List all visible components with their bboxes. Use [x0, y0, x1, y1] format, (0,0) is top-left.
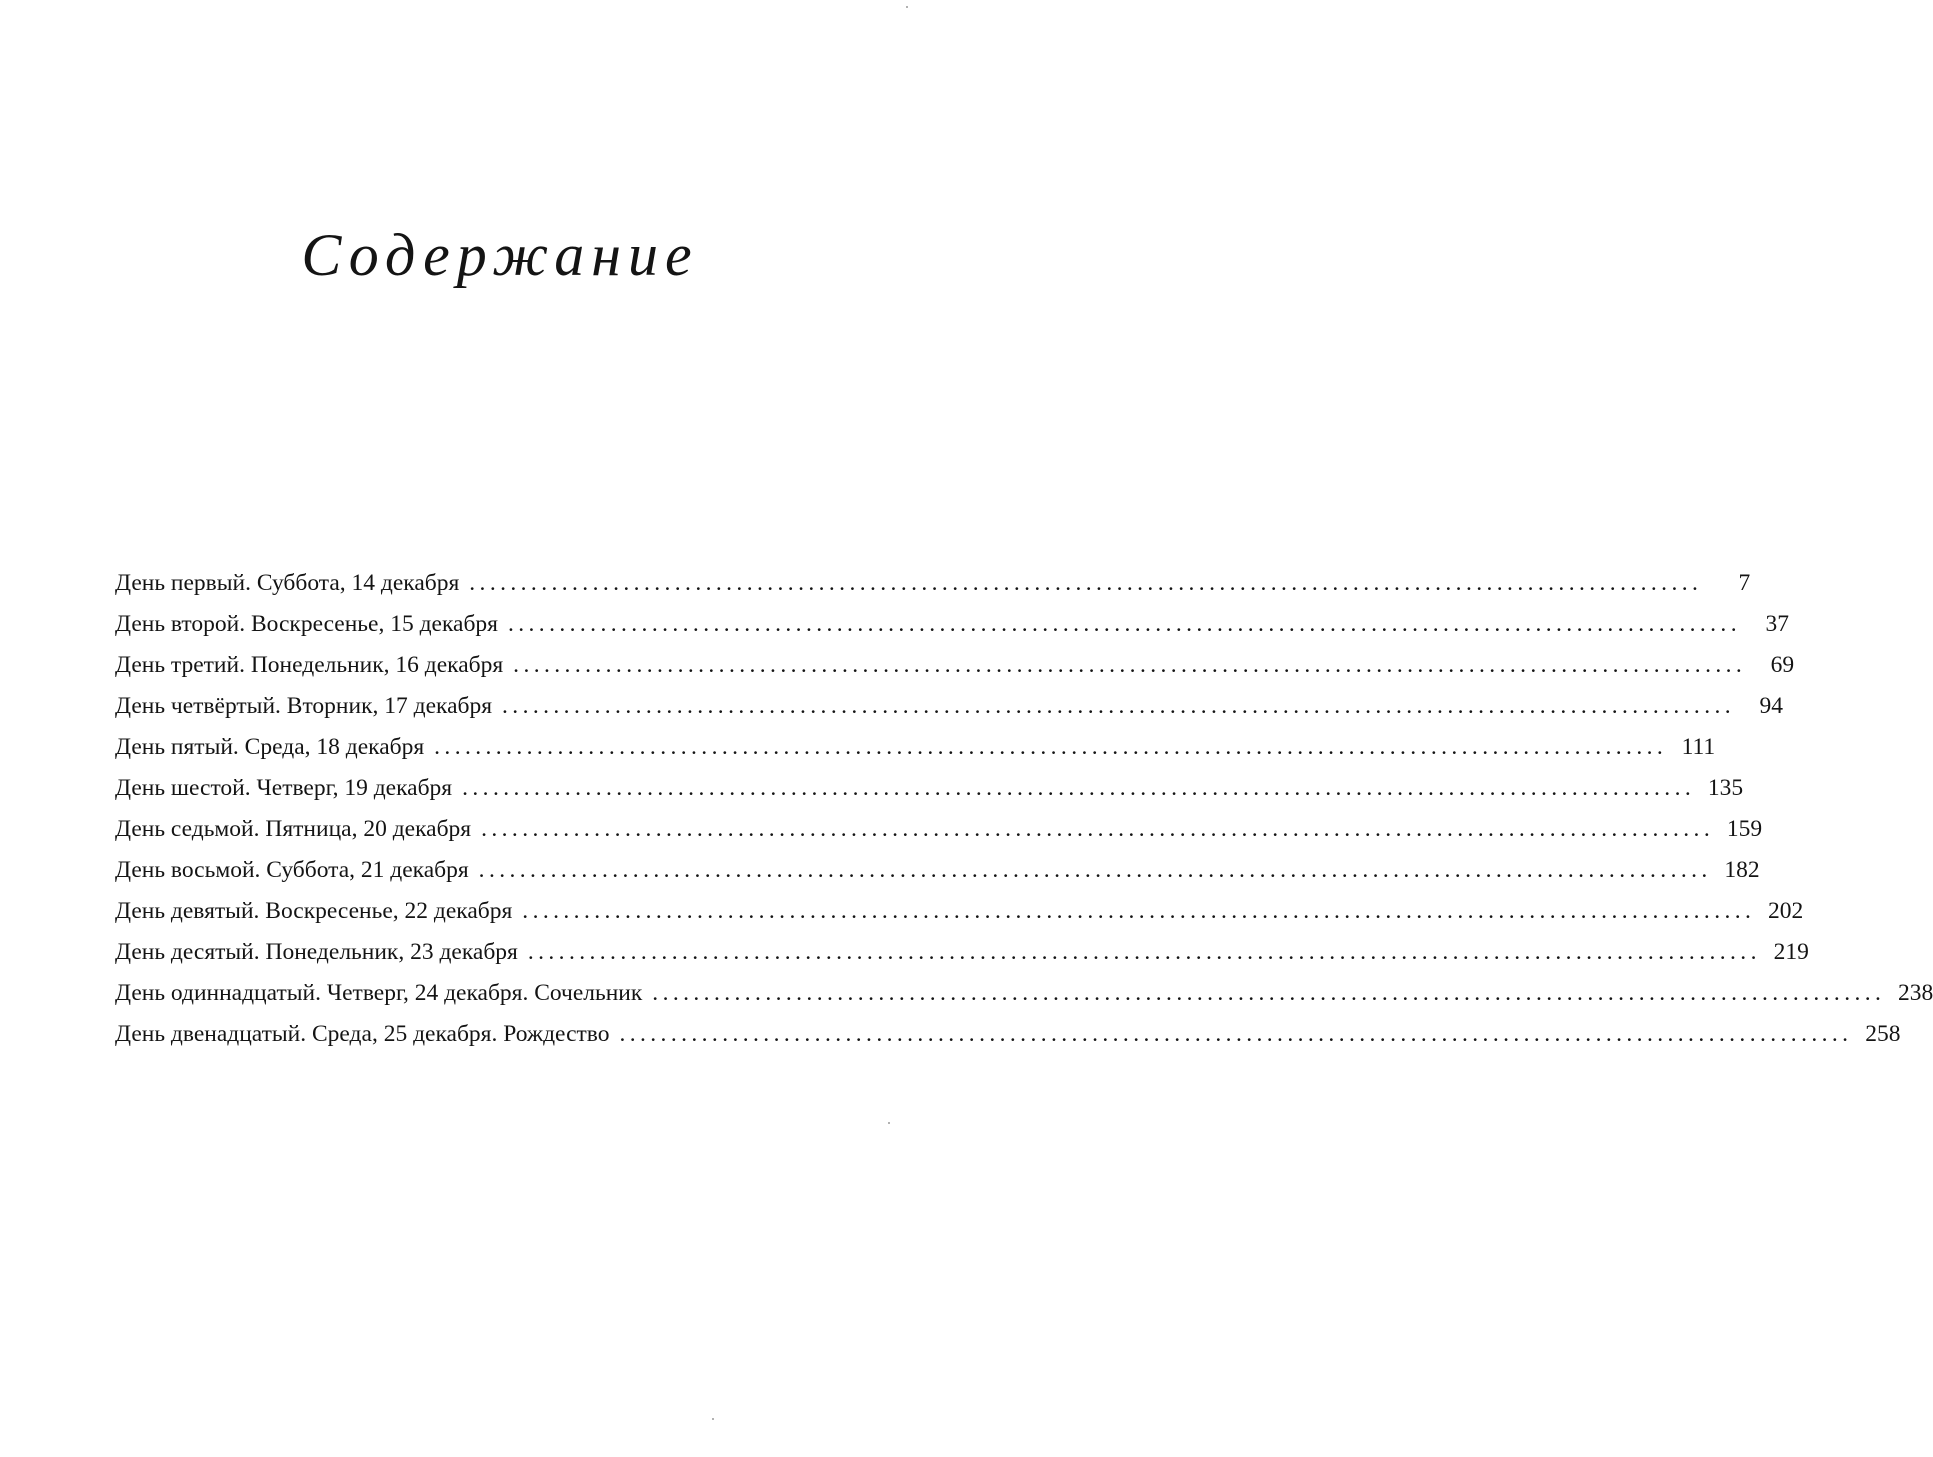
toc-entry-title: День пятый. Среда, 18 декабря	[115, 734, 425, 760]
toc-entry[interactable]	[115, 891, 1804, 932]
toc-entry[interactable]	[115, 727, 1716, 768]
toc-entry-title: День третий. Понедельник, 16 декабря	[115, 652, 504, 678]
toc-entry[interactable]	[115, 563, 1751, 604]
scan-speck	[712, 1418, 714, 1420]
dot-leader: ........................................................................................................................	[619, 1021, 1853, 1047]
dot-leader: ........................................................................................................................	[522, 898, 1756, 924]
toc-entry-title: День седьмой. Пятница, 20 декабря	[115, 816, 472, 842]
toc-entry-page: 202	[1768, 898, 1804, 924]
toc-entry-page: 238	[1898, 980, 1933, 1006]
toc-entry[interactable]	[115, 1014, 1901, 1055]
toc-entry-page: 159	[1726, 816, 1763, 842]
toc-entry-page: 7	[1738, 570, 1751, 596]
toc-entry-title: День десятый. Понедельник, 23 декабря	[115, 939, 518, 965]
toc-entry[interactable]	[115, 973, 1933, 1014]
dot-leader: ........................................................................................................................	[462, 775, 1696, 801]
dot-leader: ........................................................................................................................	[478, 857, 1712, 883]
toc-entry[interactable]	[115, 604, 1789, 645]
toc-entry-title: День первый. Суббота, 14 декабря	[115, 570, 460, 596]
dot-leader: ........................................................................................................................	[502, 693, 1736, 719]
toc-entry-page: 219	[1773, 939, 1809, 965]
toc-entry-title: День одиннадцатый. Четверг, 24 декабря. Сочельник	[115, 980, 643, 1006]
dot-leader: ........................................................................................................................	[513, 652, 1747, 678]
toc-entry-page: 111	[1681, 734, 1716, 760]
dot-leader: ........................................................................................................................	[652, 980, 1886, 1006]
toc-entry[interactable]	[115, 686, 1784, 727]
dot-leader: ........................................................................................................................	[434, 734, 1668, 760]
toc-entry-title: День девятый. Воскресенье, 22 декабря	[115, 898, 513, 924]
toc-entry[interactable]	[115, 645, 1795, 686]
toc-entry-title: День восьмой. Суббота, 21 декабря	[115, 857, 469, 883]
table-of-contents	[115, 563, 1933, 1055]
toc-entry[interactable]	[115, 850, 1760, 891]
dot-leader: ........................................................................................................................	[481, 816, 1715, 842]
toc-entry[interactable]	[115, 768, 1744, 809]
toc-entry[interactable]	[115, 809, 1763, 850]
scan-speck	[888, 1122, 890, 1124]
page-title: Содержание	[301, 222, 699, 288]
toc-entry-title: День двенадцатый. Среда, 25 декабря. Рождество	[115, 1021, 610, 1047]
toc-entry-page: 69	[1770, 652, 1795, 678]
toc-entry-page: 135	[1707, 775, 1744, 801]
toc-entry-page: 94	[1759, 693, 1784, 719]
scan-speck	[906, 6, 908, 8]
dot-leader: ........................................................................................................................	[527, 939, 1761, 965]
toc-entry[interactable]	[115, 932, 1809, 973]
toc-entry-title: День четвёртый. Вторник, 17 декабря	[115, 693, 493, 719]
toc-entry-page: 258	[1865, 1021, 1901, 1047]
dot-leader: ........................................................................................................................	[507, 611, 1741, 637]
toc-entry-page: 37	[1765, 611, 1789, 637]
toc-entry-title: День шестой. Четверг, 19 декабря	[115, 775, 453, 801]
toc-entry-title: День второй. Воскресенье, 15 декабря	[115, 611, 498, 637]
toc-entry-page: 182	[1724, 857, 1760, 883]
dot-leader: ........................................................................................................................	[469, 570, 1703, 596]
